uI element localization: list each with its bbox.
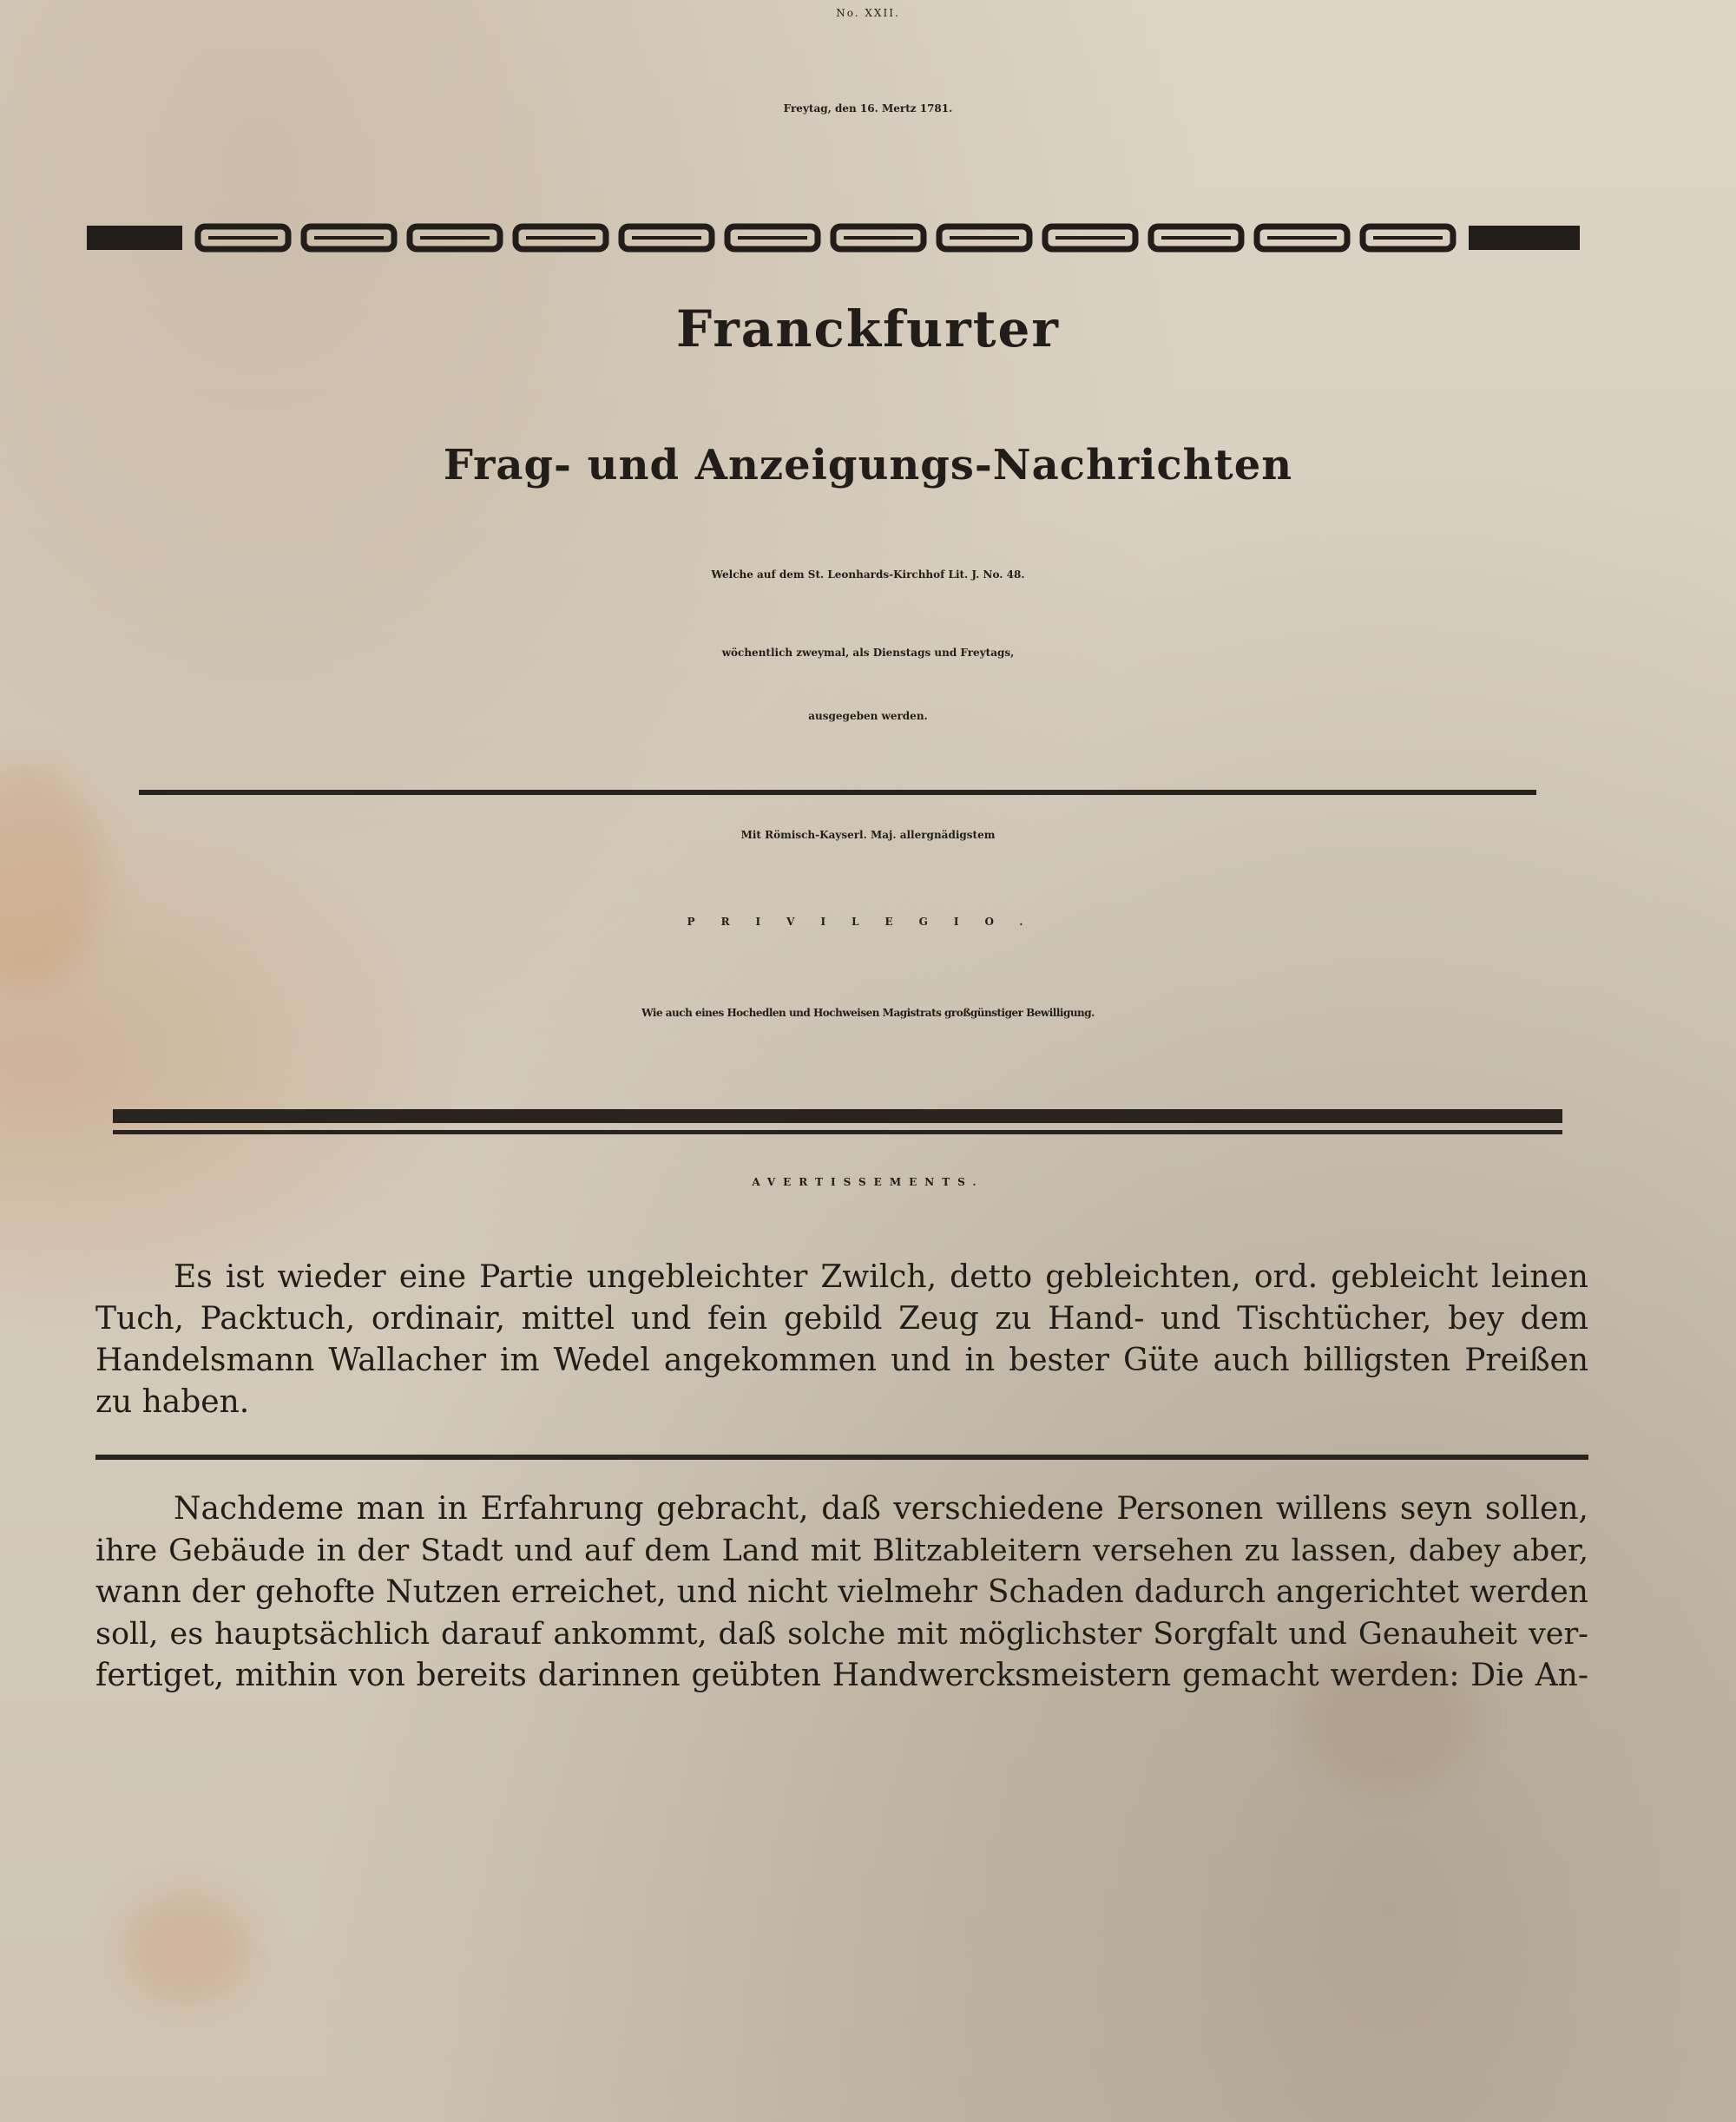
newspaper-title-line1: Franckfurter [676, 299, 1060, 358]
advertisement-lightning-rods [95, 1488, 1588, 1697]
text-line: soll, es hauptsächlich darauf ankommt, daß solche mit möglichster Sorgfalt und Genauheit ver- [95, 1617, 1588, 1652]
privilege-line: Mit Römisch-Kayserl. Maj. allergnädigstem [740, 829, 996, 841]
section-heading: AVERTISSEMENTS. [752, 1176, 984, 1188]
ornamental-border [87, 219, 1580, 257]
double-rule-top [113, 1109, 1562, 1123]
double-rule-bottom [113, 1130, 1562, 1134]
magistrate-approval: Wie auch eines Hochedlen und Hochweisen Magistrats großgünstiger Bewilligung. [641, 1007, 1095, 1019]
privilege-heading: PRIVILEGIO. [687, 916, 1049, 928]
text-line: fertiget, mithin von bereits darinnen geübten Handwercksmeistern gemacht werden: Die An- [95, 1658, 1588, 1693]
newspaper-title-line2: Frag- und Anzeigungs-Nachrichten [443, 441, 1293, 489]
publisher-address: Welche auf dem St. Leonhards-Kirchhof Lit. J. No. 48. [711, 568, 1025, 581]
text-line: Tuch, Packtuch, ordinair, mittel und fein gebild Zeug zu Hand- und Tischtücher, bey dem [95, 1301, 1588, 1337]
divider-rule [139, 790, 1536, 795]
publication-note: ausgegeben werden. [808, 710, 928, 722]
paper-stain [0, 764, 104, 989]
text-line: Handelsmann Wallacher im Wedel angekommen und in bester Güte auch billigsten Preißen [95, 1343, 1588, 1378]
text-line: Nachdeme man in Erfahrung gebracht, daß verschiedene Personen willens seyn sollen, [174, 1491, 1588, 1527]
divider-rule [95, 1455, 1588, 1460]
issue-number: No. XXII. [836, 7, 900, 19]
text-line: Es ist wieder eine Partie ungebleichter Zwilch, detto gebleichten, ord. gebleicht leinen [174, 1259, 1588, 1295]
paper-stain [122, 1892, 252, 2005]
publication-schedule: wöchentlich zweymal, als Dienstags und Freytags, [721, 647, 1015, 659]
text-line: ihre Gebäude in der Stadt und auf dem Land mit Blitzableitern versehen zu lassen, dabey aber, [95, 1534, 1588, 1568]
text-line: wann der gehofte Nutzen erreichet, und nicht vielmehr Schaden dadurch angerichtet werden [95, 1574, 1588, 1610]
advertisement-linen [95, 1257, 1588, 1423]
text-line: zu haben. [95, 1384, 250, 1420]
issue-date: Freytag, den 16. Mertz 1781. [783, 102, 953, 115]
